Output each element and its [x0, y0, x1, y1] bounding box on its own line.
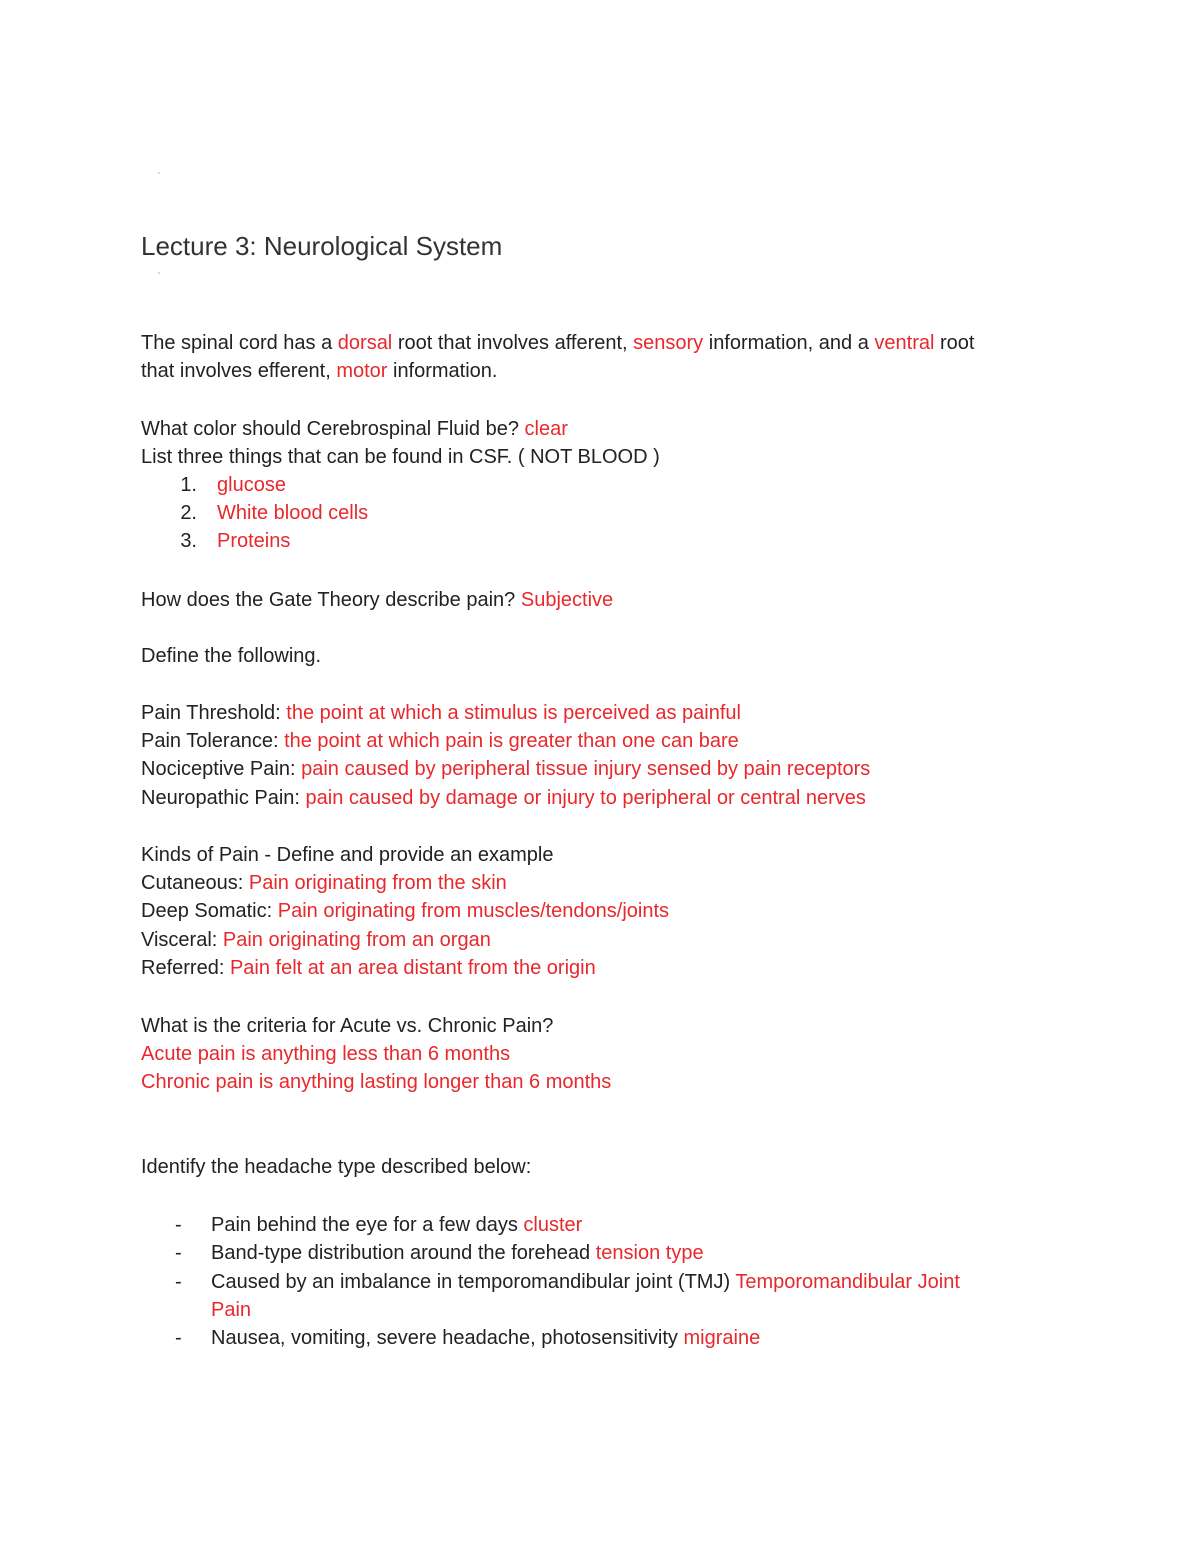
text: Caused by an imbalance in temporomandibular joint (TMJ)	[211, 1271, 736, 1293]
answer: pain caused by peripheral tissue injury sensed by pain receptors	[301, 758, 871, 780]
kind-row	[141, 954, 596, 982]
answer: tension type	[595, 1242, 704, 1264]
bullet-dash: -	[175, 1271, 182, 1293]
chronic-answer: Chronic pain is anything lasting longer than 6 months	[141, 1071, 612, 1093]
bullet-dash: -	[175, 1214, 182, 1236]
answer-subjective: Subjective	[520, 589, 614, 611]
text: root that involves afferent,	[392, 332, 634, 354]
answer: cluster	[523, 1214, 583, 1236]
definition-row	[141, 699, 741, 727]
acute-chronic-question: What is the criteria for Acute vs. Chronic Pain?	[141, 1015, 554, 1037]
answer-ventral: ventral	[874, 332, 935, 354]
kinds-prompt: Kinds of Pain - Define and provide an example	[141, 844, 554, 866]
list-answer: Proteins	[217, 530, 291, 552]
faint-mark	[158, 172, 160, 174]
headache-prompt: Identify the headache type described below:	[141, 1156, 532, 1178]
answer: the point at which a stimulus is perceived as painful	[286, 702, 741, 724]
acute-answer: Acute pain is anything less than 6 months	[141, 1043, 511, 1065]
text: root	[934, 332, 975, 354]
text: Nausea, vomiting, severe headache, photosensitivity	[211, 1327, 684, 1349]
text: Band-type distribution around the forehead	[211, 1242, 596, 1264]
answer: Pain originating from muscles/tendons/joints	[277, 900, 670, 922]
definition-row	[141, 727, 739, 755]
term: Referred:	[141, 957, 230, 979]
answer: pain caused by damage or injury to peripheral or central nerves	[305, 787, 866, 809]
list-number: 3.	[180, 530, 197, 552]
answer: Temporomandibular Joint	[735, 1271, 960, 1293]
faint-mark	[158, 272, 160, 274]
definition-row	[141, 784, 866, 812]
csf-color-question	[141, 415, 568, 443]
answer: Pain felt at an area distant from the origin	[229, 957, 596, 979]
answer: migraine	[683, 1327, 761, 1349]
term: Visceral:	[141, 929, 223, 951]
term: Neuropathic Pain:	[141, 787, 306, 809]
kind-row	[141, 897, 669, 925]
csf-list-prompt: List three things that can be found in CSF. ( NOT BLOOD )	[141, 446, 660, 468]
text: The spinal cord has a	[141, 332, 338, 354]
gate-theory-question	[141, 586, 613, 614]
text: Pain behind the eye for a few days	[211, 1214, 524, 1236]
list-number: 1.	[180, 474, 197, 496]
term: Pain Threshold:	[141, 702, 287, 724]
answer-clear: clear	[524, 418, 568, 440]
term: Deep Somatic:	[141, 900, 278, 922]
text: information.	[387, 360, 498, 382]
list-answer: White blood cells	[217, 502, 369, 524]
term: Cutaneous:	[141, 872, 249, 894]
list-answer: glucose	[217, 474, 286, 496]
text: information, and a	[703, 332, 875, 354]
answer-dorsal: dorsal	[337, 332, 393, 354]
page-title: Lecture 3: Neurological System	[141, 231, 503, 261]
spinal-cord-line-1	[141, 329, 974, 357]
text: that involves efferent,	[141, 360, 337, 382]
answer-motor: motor	[336, 360, 388, 382]
text: What color should Cerebrospinal Fluid be?	[141, 418, 525, 440]
answer-sensory: sensory	[633, 332, 704, 354]
text: How does the Gate Theory describe pain?	[141, 589, 521, 611]
answer: Pain originating from the skin	[248, 872, 507, 894]
spinal-cord-line-2	[141, 357, 498, 385]
bullet-dash: -	[175, 1327, 182, 1349]
define-prompt: Define the following.	[141, 645, 322, 667]
answer: Pain originating from an organ	[222, 929, 491, 951]
list-number: 2.	[180, 502, 197, 524]
definition-row	[141, 755, 870, 783]
kind-row	[141, 926, 491, 954]
answer: the point at which pain is greater than one can bare	[284, 730, 739, 752]
answer: Pain	[211, 1299, 252, 1321]
term: Nociceptive Pain:	[141, 758, 302, 780]
bullet-dash: -	[175, 1242, 182, 1264]
term: Pain Tolerance:	[141, 730, 285, 752]
kind-row	[141, 869, 507, 897]
